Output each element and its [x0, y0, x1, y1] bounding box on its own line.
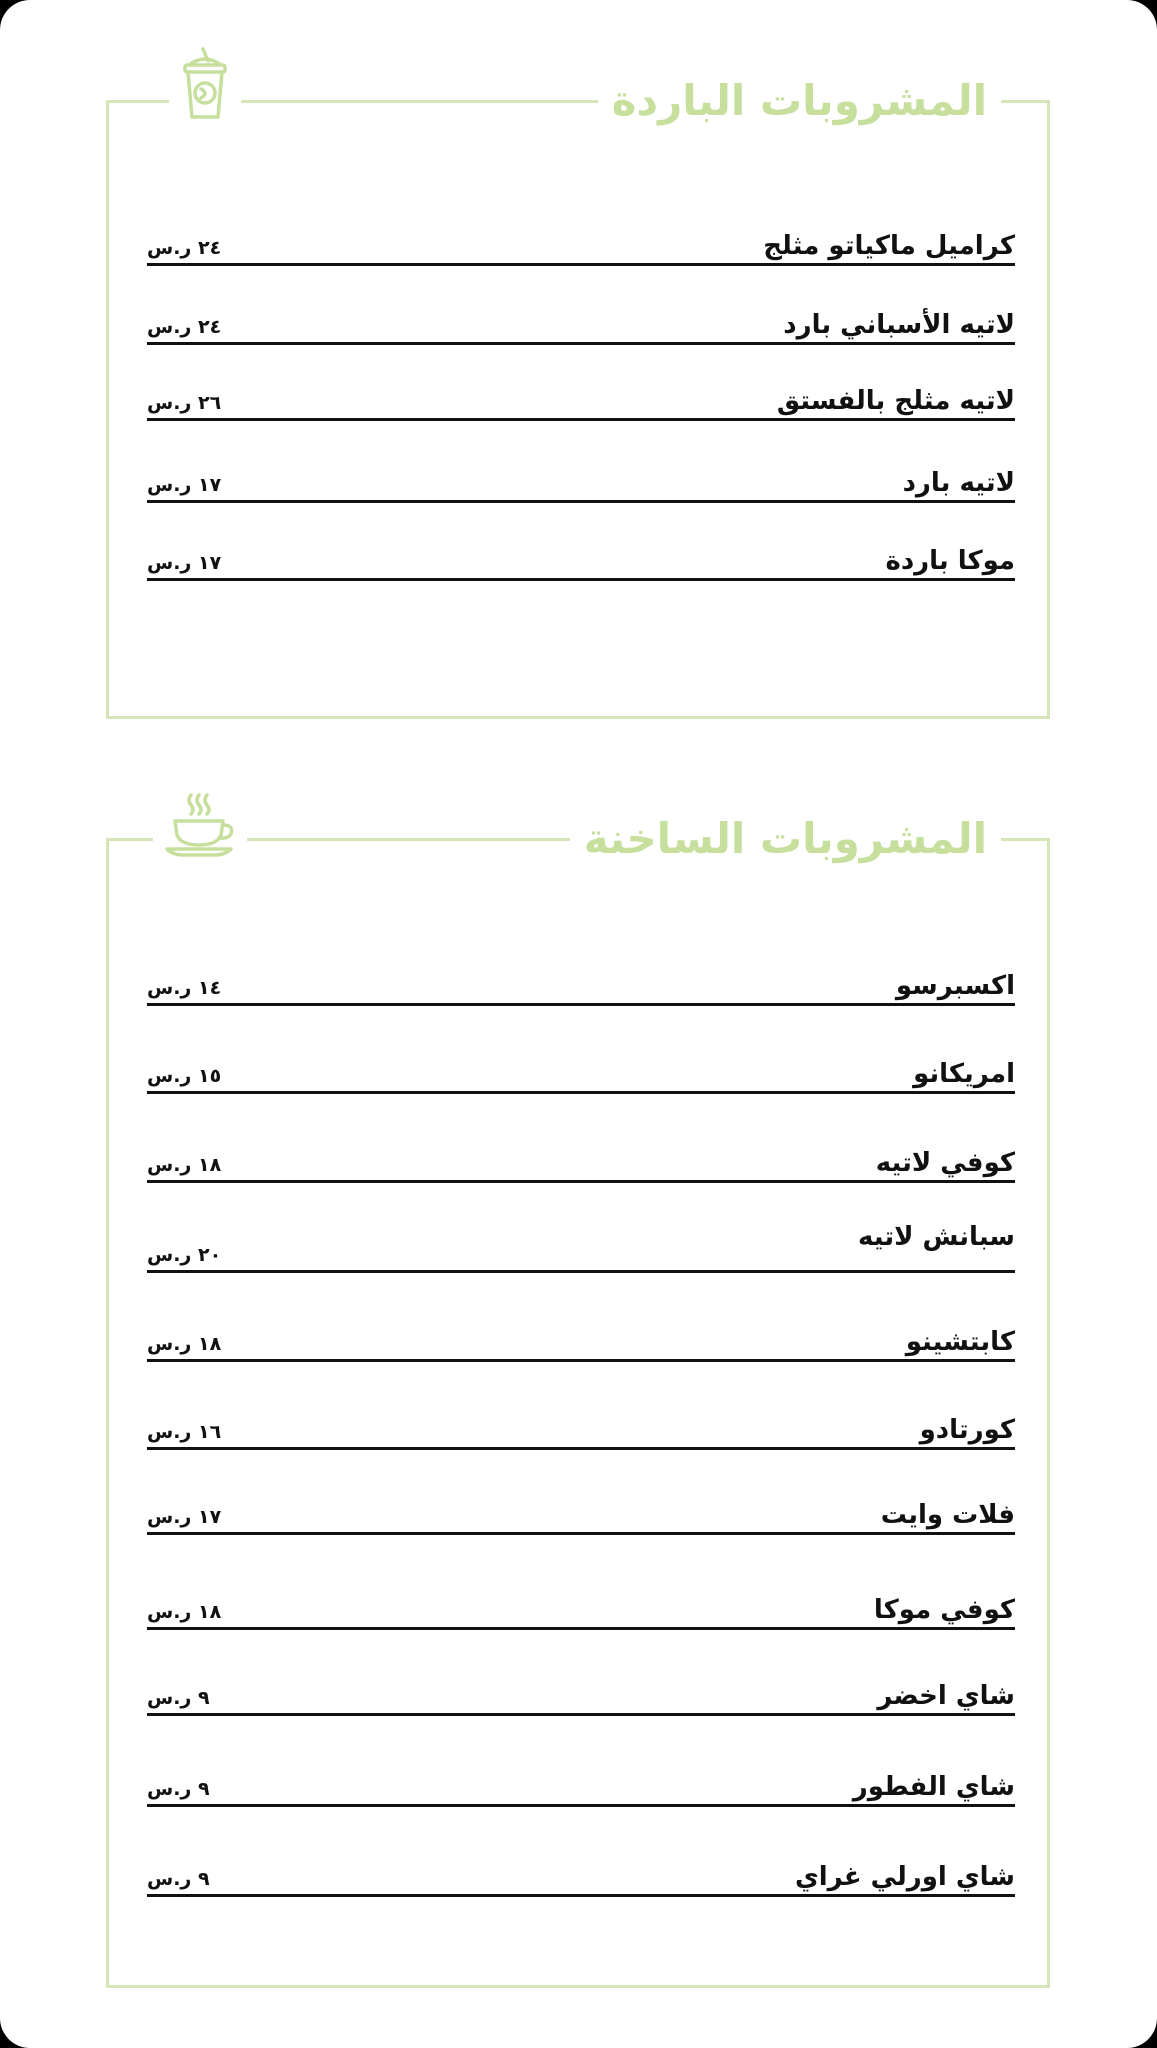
menu-item: [147, 1224, 1015, 1273]
item-price: ٩ ر.س: [147, 1778, 210, 1800]
item-name: فلات وايت: [880, 1500, 1015, 1530]
item-price: ١٥ ر.س: [147, 1065, 222, 1087]
menu-item: [147, 1581, 1015, 1630]
menu-item: [147, 532, 1015, 581]
menu-item: [147, 1313, 1015, 1362]
item-price: ٢٤ ر.س: [147, 237, 222, 259]
item-price: ٢٦ ر.س: [147, 392, 222, 414]
item-name: كابتشينو: [905, 1327, 1015, 1357]
item-price: ١٨ ر.س: [147, 1601, 222, 1623]
item-name: امريكانو: [913, 1059, 1015, 1089]
menu-item: [147, 957, 1015, 1006]
iced-drink-cup-icon: [169, 45, 241, 125]
item-name: كوفي لاتيه: [875, 1148, 1015, 1178]
item-price: ٢٠ ر.س: [147, 1244, 222, 1266]
item-name: لاتيه مثلج بالفستق: [776, 386, 1015, 416]
hot-drinks-title: المشروبات الساخنة: [570, 797, 1001, 881]
item-price: ١٨ ر.س: [147, 1154, 222, 1176]
item-name: شاي الفطور: [852, 1772, 1015, 1802]
menu-item: [147, 296, 1015, 345]
item-name: كراميل ماكياتو مثلج: [763, 231, 1015, 261]
menu-item: [147, 217, 1015, 266]
menu-item: [147, 1486, 1015, 1535]
item-name: شاي اخضر: [877, 1681, 1015, 1711]
menu-item: [147, 454, 1015, 503]
item-price: ١٤ ر.س: [147, 977, 222, 999]
menu-item: [147, 372, 1015, 421]
menu-item: [147, 1045, 1015, 1094]
item-price: ٢٤ ر.س: [147, 316, 222, 338]
item-price: ١٧ ر.س: [147, 474, 222, 496]
item-name: لاتيه الأسباني بارد: [783, 310, 1015, 340]
cold-drinks-section: [106, 76, 1050, 719]
item-name: موكا باردة: [885, 546, 1015, 576]
menu-item: [147, 1667, 1015, 1716]
cold-drinks-title: المشروبات الباردة: [598, 59, 1001, 143]
item-price: ١٨ ر.س: [147, 1333, 222, 1355]
hot-coffee-cup-icon: [153, 791, 247, 861]
hot-drinks-section: [106, 814, 1050, 1988]
menu-item: [147, 1134, 1015, 1183]
item-name: اكسبرسو: [895, 971, 1015, 1001]
item-price: ١٧ ر.س: [147, 1506, 222, 1528]
item-name: كورتادو: [919, 1415, 1015, 1445]
menu-item: [147, 1401, 1015, 1450]
menu-item: [147, 1758, 1015, 1807]
item-name: لاتيه بارد: [902, 468, 1015, 498]
item-name: سبانش لاتيه: [857, 1222, 1015, 1252]
item-price: ١٧ ر.س: [147, 552, 222, 574]
item-price: ٩ ر.س: [147, 1868, 210, 1890]
item-name: شاي اورلي غراي: [794, 1862, 1015, 1892]
item-price: ١٦ ر.س: [147, 1421, 222, 1443]
item-price: ٩ ر.س: [147, 1687, 210, 1709]
item-name: كوفي موكا: [873, 1595, 1015, 1625]
menu-item: [147, 1848, 1015, 1897]
